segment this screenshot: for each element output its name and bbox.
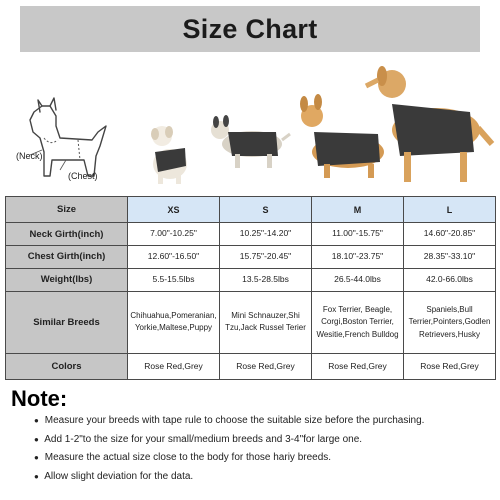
breed-line: Retrievers,Husky [419,329,480,339]
table-cell: 26.5-44.0lbs [312,268,404,291]
breed-line: Fox Terrier, Beagle, [322,304,393,314]
breed-line: Corgi,Boston Terrier, [321,317,394,327]
table-cell: 7.00"-10.25" [128,223,220,246]
page-title: Size Chart [182,13,318,44]
table-row [6,291,496,353]
note-text: Measure the actual size close to the body for those hariy breeds. [44,452,332,463]
table-row [6,353,496,379]
breed-line: Yorkie,Maltese,Puppy [134,323,213,333]
dog-s-photo [211,115,290,168]
note-text: Add 1-2"to the size for your small/medium breeds and 3-4"for large one. [44,433,363,445]
note-item [34,412,424,431]
table-cell: 13.5-28.5lbs [220,268,312,291]
bullet-icon: ● [34,471,39,481]
table-row [6,268,496,291]
note-heading: Note: [11,386,68,411]
chest-label: (Chest) [68,171,98,181]
table-cell: 5.5-15.5lbs [128,268,220,291]
size-xs-header: XS [128,197,220,223]
dog-xs-photo [151,126,187,184]
breed-line: Chihuahua,Pomeranian, [130,310,217,320]
dog-illustration-area [0,60,500,192]
chest-pointer [60,160,66,170]
breed-line: Terrier,Pointers,Godlen [408,317,491,327]
size-chart-table [5,196,496,380]
table-cell: 10.25"-14.20" [220,223,312,246]
breed-cell [220,291,312,353]
colors-label: Colors [6,353,128,379]
table-header-row [6,197,496,223]
table-cell: Rose Red,Grey [404,353,496,379]
measurement-dog-diagram [30,98,106,176]
breed-line: Mini Schnauzer,Shi [231,310,300,320]
note-text: Allow slight deviation for the data. [44,470,194,482]
neck-label: (Neck) [16,151,43,161]
size-s-header: S [220,197,312,223]
dog-l-photo [366,66,492,182]
table-cell: 28.35"-33.10" [404,246,496,269]
table-row [6,223,496,246]
breed-line: Wesitie,French Bulldog [316,329,399,339]
note-item [34,449,424,468]
bullet-icon: ● [34,434,39,444]
breed-cell [312,291,404,353]
bullet-icon: ● [34,453,39,462]
weight-label: Weight(lbs) [6,268,128,291]
size-header-cell: Size [6,197,128,223]
table-cell: 11.00"-15.75" [312,223,404,246]
table-row [6,246,496,269]
chest-girth-label: Chest Girth(inch) [6,246,128,269]
size-l-header: L [404,197,496,223]
breed-line: Spaniels,Bull [426,304,473,314]
breed-cell [404,291,496,353]
breed-line: Tzu,Jack Russel Terier [225,323,306,333]
similar-breeds-label: Similar Breeds [6,291,128,353]
size-m-header: M [312,197,404,223]
note-text: Measure your breeds with tape rule to choose the suitable size before the purchasing. [44,415,425,426]
table-cell: Rose Red,Grey [128,353,220,379]
table-cell: 15.75"-20.45" [220,246,312,269]
note-item [34,468,424,487]
dog-m-photo [300,94,384,178]
table-cell: 18.10"-23.75" [312,246,404,269]
neck-girth-label: Neck Girth(inch) [6,223,128,246]
neck-measure-line [44,138,58,143]
breed-cell [128,291,220,353]
table-cell: 12.60"-16.50" [128,246,220,269]
notes-list [34,412,424,486]
bullet-icon: ● [34,416,39,425]
table-cell: Rose Red,Grey [312,353,404,379]
table-cell: 42.0-66.0lbs [404,268,496,291]
chest-measure-line [78,140,80,160]
table-cell: 14.60"-20.85" [404,223,496,246]
note-item [34,431,424,450]
table-cell: Rose Red,Grey [220,353,312,379]
title-banner [20,6,480,52]
